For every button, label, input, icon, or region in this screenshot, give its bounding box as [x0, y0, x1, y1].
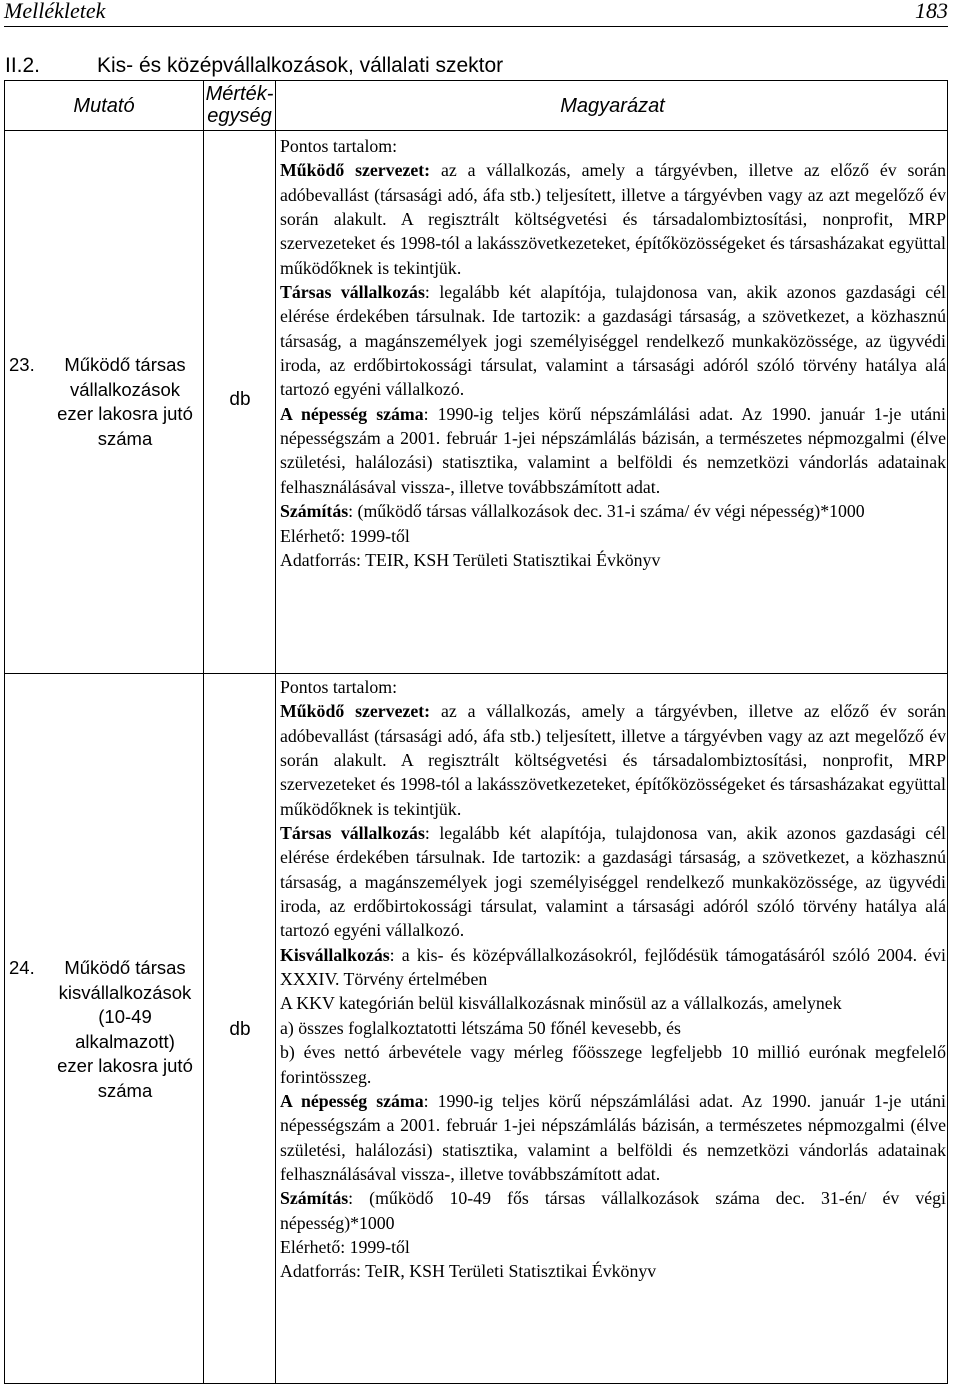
column-header-explanation: Magyarázat	[560, 95, 665, 117]
term-text: : 1990-ig teljes körű népszámlálási adat. Az 1990. január 1-je utáni népességszám a 2001. február 1-jei népszámlálás bázisán, a természetes népmozgalmi (élve születési, halálozási) statisztika, valamint a belföldi és nemzetközi vándorlás adatainak felhasználásával vissza-, illetve továbbszámított adat.	[280, 1090, 946, 1184]
term-label: Számítás	[280, 501, 349, 522]
column-header-unit: Mérték- egység	[205, 83, 274, 127]
term-text: Elérhető: 1999-től	[280, 525, 410, 546]
section-title: Kis- és középvállalkozások, vállalati szektor	[97, 54, 504, 77]
term-text: : (működő 10-49 fős társas vállalkozások száma dec. 31-én/ év végi népesség)*1000	[280, 1188, 946, 1233]
unit-cell: db	[229, 1019, 251, 1040]
term-text: : legalább két alapítója, tulajdonosa van, akik azonos gazdasági cél elérése érdekében társulnak. Ide tartozik: a gazdasági társaság, a szövetkezet, a közhasznú társaság, a magánszemélyek jogi személyiséggel rendelkező munkaközössége, az ügyvédi iroda, az erdőbirtokossági társulat, valamint a társasági adóról szóló törvény hatálya alá tartozó egyéni vállalkozó.	[280, 282, 946, 400]
column-divider	[275, 81, 276, 1383]
indicator-table	[4, 80, 948, 1384]
term-text: Pontos tartalom:	[280, 136, 398, 156]
explanation-paragraph	[280, 943, 946, 992]
unit-cell: db	[229, 389, 251, 410]
explanation-paragraph	[280, 158, 946, 280]
term-text: : a kis- és középvállalkozásokról, fejlődésük támogatásáról szóló 2004. évi XXXIV. Törvény értelmében	[280, 944, 946, 990]
term-label: Számítás	[280, 1188, 349, 1209]
header-divider	[5, 130, 947, 131]
term-text: b) éves nettó árbevétele vagy mérleg főösszege legfeljebb 10 millió eurónak megfelelő forintösszeg.	[280, 1042, 946, 1087]
explanation-paragraph	[280, 280, 946, 402]
indicator-name: Működő társas vállalkozások ezer lakosra jutó száma	[57, 354, 193, 449]
term-label: A népesség száma	[280, 403, 424, 424]
term-text: : legalább két alapítója, tulajdonosa van, akik azonos gazdasági cél elérése érdekében társulnak. Ide tartozik: a gazdasági társaság, a szövetkezet, a közhasznú társaság, a magánszemélyek jogi személyiséggel rendelkező munkaközössége, az ügyvédi iroda, az erdőbirtokossági társulat, valamint a társasági adóról szóló törvény hatálya alá tartozó egyéni vállalkozó.	[280, 823, 946, 941]
explanation-paragraph	[280, 134, 946, 158]
explanation-paragraph	[280, 821, 946, 943]
row-divider	[5, 673, 947, 674]
explanation-paragraph	[280, 548, 946, 572]
indicator-name: Működő társas kisvállalkozások (10-49 alkalmazott) ezer lakosra jutó száma	[57, 957, 193, 1101]
term-text: : 1990-ig teljes körű népszámlálási adat. Az 1990. január 1-je utáni népességszám a 2001. február 1-jei népszámlálás bázisán, a természetes népmozgalmi (élve születési, halálozási) statisztika, valamint a belföldi és nemzetközi vándorlás adatainak felhasználásával vissza-, illetve továbbszámított adat.	[280, 403, 946, 497]
column-header-indicator: Mutató	[73, 95, 135, 117]
term-text: Adatforrás: TeIR, KSH Területi Statisztikai Évkönyv	[280, 1261, 657, 1282]
explanation-paragraph	[280, 499, 946, 523]
term-label: Társas vállalkozás	[280, 282, 425, 303]
explanation-paragraph	[280, 402, 946, 499]
explanation-paragraph	[280, 524, 946, 548]
explanation-paragraph	[280, 699, 946, 821]
explanation-paragraph	[280, 1016, 946, 1040]
term-text: Adatforrás: TEIR, KSH Területi Statisztikai Évkönyv	[280, 549, 661, 570]
term-label: A népesség száma	[280, 1090, 424, 1111]
term-label: Működő szervezet:	[280, 160, 431, 181]
term-text: az a vállalkozás, amely a tárgyévben, illetve az előző év során adóbevallást (társasági adó, áfa stb.) teljesített, illetve a tárgyévben vagy az azt megelőző év során alakult. A regisztrált költségvetési és társadalombiztosítási, nonprofit, MRP szervezeteket és 1998-tól a lakásszövetkezeteket, építőközösségeket és társasházakat együttal működőknek is tekintjük.	[280, 701, 946, 819]
term-text: : (működő társas vállalkozások dec. 31-i száma/ év végi népesség)*1000	[348, 501, 865, 522]
column-divider	[203, 81, 204, 1383]
explanation-paragraph	[280, 991, 946, 1015]
running-head-title: Mellékletek	[4, 0, 106, 23]
term-text: Pontos tartalom:	[280, 677, 398, 697]
term-text: az a vállalkozás, amely a tárgyévben, illetve az előző év során adóbevallást (társasági adó, áfa stb.) teljesített, illetve a tárgyévben vagy az azt megelőző év során alakult. A regisztrált költségvetési és társadalombiztosítási, nonprofit, MRP szervezeteket és 1998-tól a lakásszövetkezeteket, építőközösségeket és társasházakat együttal működőknek is tekintjük.	[280, 160, 946, 278]
page-number: 183	[915, 0, 948, 23]
explanation-cell	[280, 675, 946, 1284]
explanation-cell	[280, 134, 946, 572]
running-head	[4, 0, 948, 27]
term-label: Kisvállalkozás	[280, 944, 390, 965]
term-text: a) összes foglalkoztatotti létszáma 50 főnél kevesebb, és	[280, 1017, 681, 1038]
section-number: II.2.	[5, 54, 41, 77]
term-label: Társas vállalkozás	[280, 823, 425, 844]
explanation-paragraph	[280, 1259, 946, 1283]
indicator-number: 23.	[9, 354, 35, 375]
explanation-paragraph	[280, 1235, 946, 1259]
term-label: Működő szervezet:	[280, 701, 431, 722]
explanation-paragraph	[280, 1089, 946, 1186]
term-text: A KKV kategórián belül kisvállalkozásnak minősül az a vállalkozás, amelynek	[280, 993, 842, 1014]
term-text: Elérhető: 1999-től	[280, 1236, 410, 1257]
indicator-number: 24.	[9, 957, 35, 978]
explanation-paragraph	[280, 1186, 946, 1235]
explanation-paragraph	[280, 1040, 946, 1089]
explanation-paragraph	[280, 675, 946, 699]
